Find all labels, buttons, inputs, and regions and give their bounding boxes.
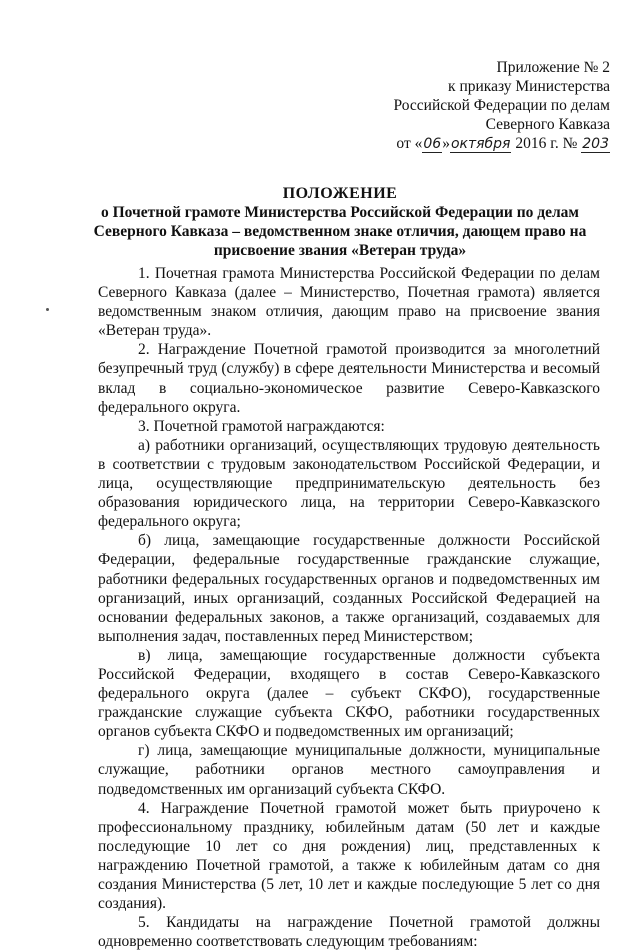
date-day-handwritten: 06 [423, 136, 442, 152]
paragraph-3b: б) лица, замещающие государственные должности Российской Федерации, федеральные государственные гражданские служащие, работники федеральных государственных органов и подведомственных им организаций, иных организаций, созданных Российской Федерацией на основании федеральных законов, а также организаций, создаваемых для выполнения задач, поставленных перед Министерством; [98, 532, 600, 645]
paragraph-3a: а) работники организаций, осуществляющих трудовую деятельность в соответствии с трудовым законодательством Российской Федерации, и лица, осуществляющие предпринимательскую деятельность без образования юридического лица, на территории Северо-Кавказского федерального округа; [98, 436, 600, 531]
paragraph-3c: в) лица, замещающие государственные должности субъекта Российской Федерации, входящего в состав Северо-Кавказского федерального округа (далее – субъект СКФО), государственные гражданские служащие субъекта СКФО, работники государственных органов субъекта СКФО и подведомственных им организаций; [98, 646, 600, 741]
appendix-line-2: к приказу Министерства [448, 78, 610, 95]
paragraph-2: 2. Награждение Почетной грамотой производится за многолетний безупречный труд (службу) в сфере деятельности Министерства и весомый вклад в социально-экономическое развитие Северо-Кавказского федерального округа. [98, 341, 600, 416]
appendix-block [350, 58, 610, 154]
document-title [80, 184, 600, 260]
date-month-handwritten: октября [450, 136, 511, 152]
order-number-handwritten: 203 [582, 136, 609, 152]
paragraph-4: 4. Награждение Почетной грамотой может быть приурочено к профессиональному празднику, юбилейным датам (50 лет и каждые последующие 10 лет со дня рождения) лиц, представленных к награждению Почетной грамотой, а также к юбилейным датам со дня создания Министерства (5 лет, 10 лет и каждые последующие 5 лет со дня создания). [98, 799, 600, 913]
appendix-date-line [350, 134, 610, 154]
appendix-line-4: Северного Кавказа [485, 116, 610, 133]
paragraph-3d: г) лица, замещающие муниципальные должности, муниципальные служащие, работники органов местного самоуправления и подведомственных им организаций субъекта СКФО. [98, 742, 600, 798]
title-subheading: о Почетной грамоте Министерства Российской Федерации по делам Северного Кавказа – ведомственном знаке отличия, дающем право на присвоение звания «Ветеран труда» [93, 204, 587, 259]
date-mid: » [442, 135, 450, 152]
margin-dot [46, 308, 49, 311]
paragraph-1: 1. Почетная грамота Министерства Российской Федерации по делам Северного Кавказа (далее – Министерство, Почетная грамота) является ведомственным знаком отличия, дающим право на присвоение звания «Ветеран труда». [98, 265, 600, 340]
appendix-line-3: Российской Федерации по делам [393, 97, 610, 114]
paragraph-5: 5. Кандидаты на награждение Почетной грамотой должны одновременно соответствовать следующим требованиям: [98, 914, 600, 951]
document-body [98, 264, 600, 951]
date-year: 2016 г. № [515, 135, 578, 152]
date-prefix: от « [396, 135, 423, 152]
appendix-line-1: Приложение № 2 [496, 59, 610, 76]
title-heading: ПОЛОЖЕНИЕ [282, 185, 398, 202]
paragraph-3: 3. Почетной грамотой награждаются: [138, 417, 385, 435]
